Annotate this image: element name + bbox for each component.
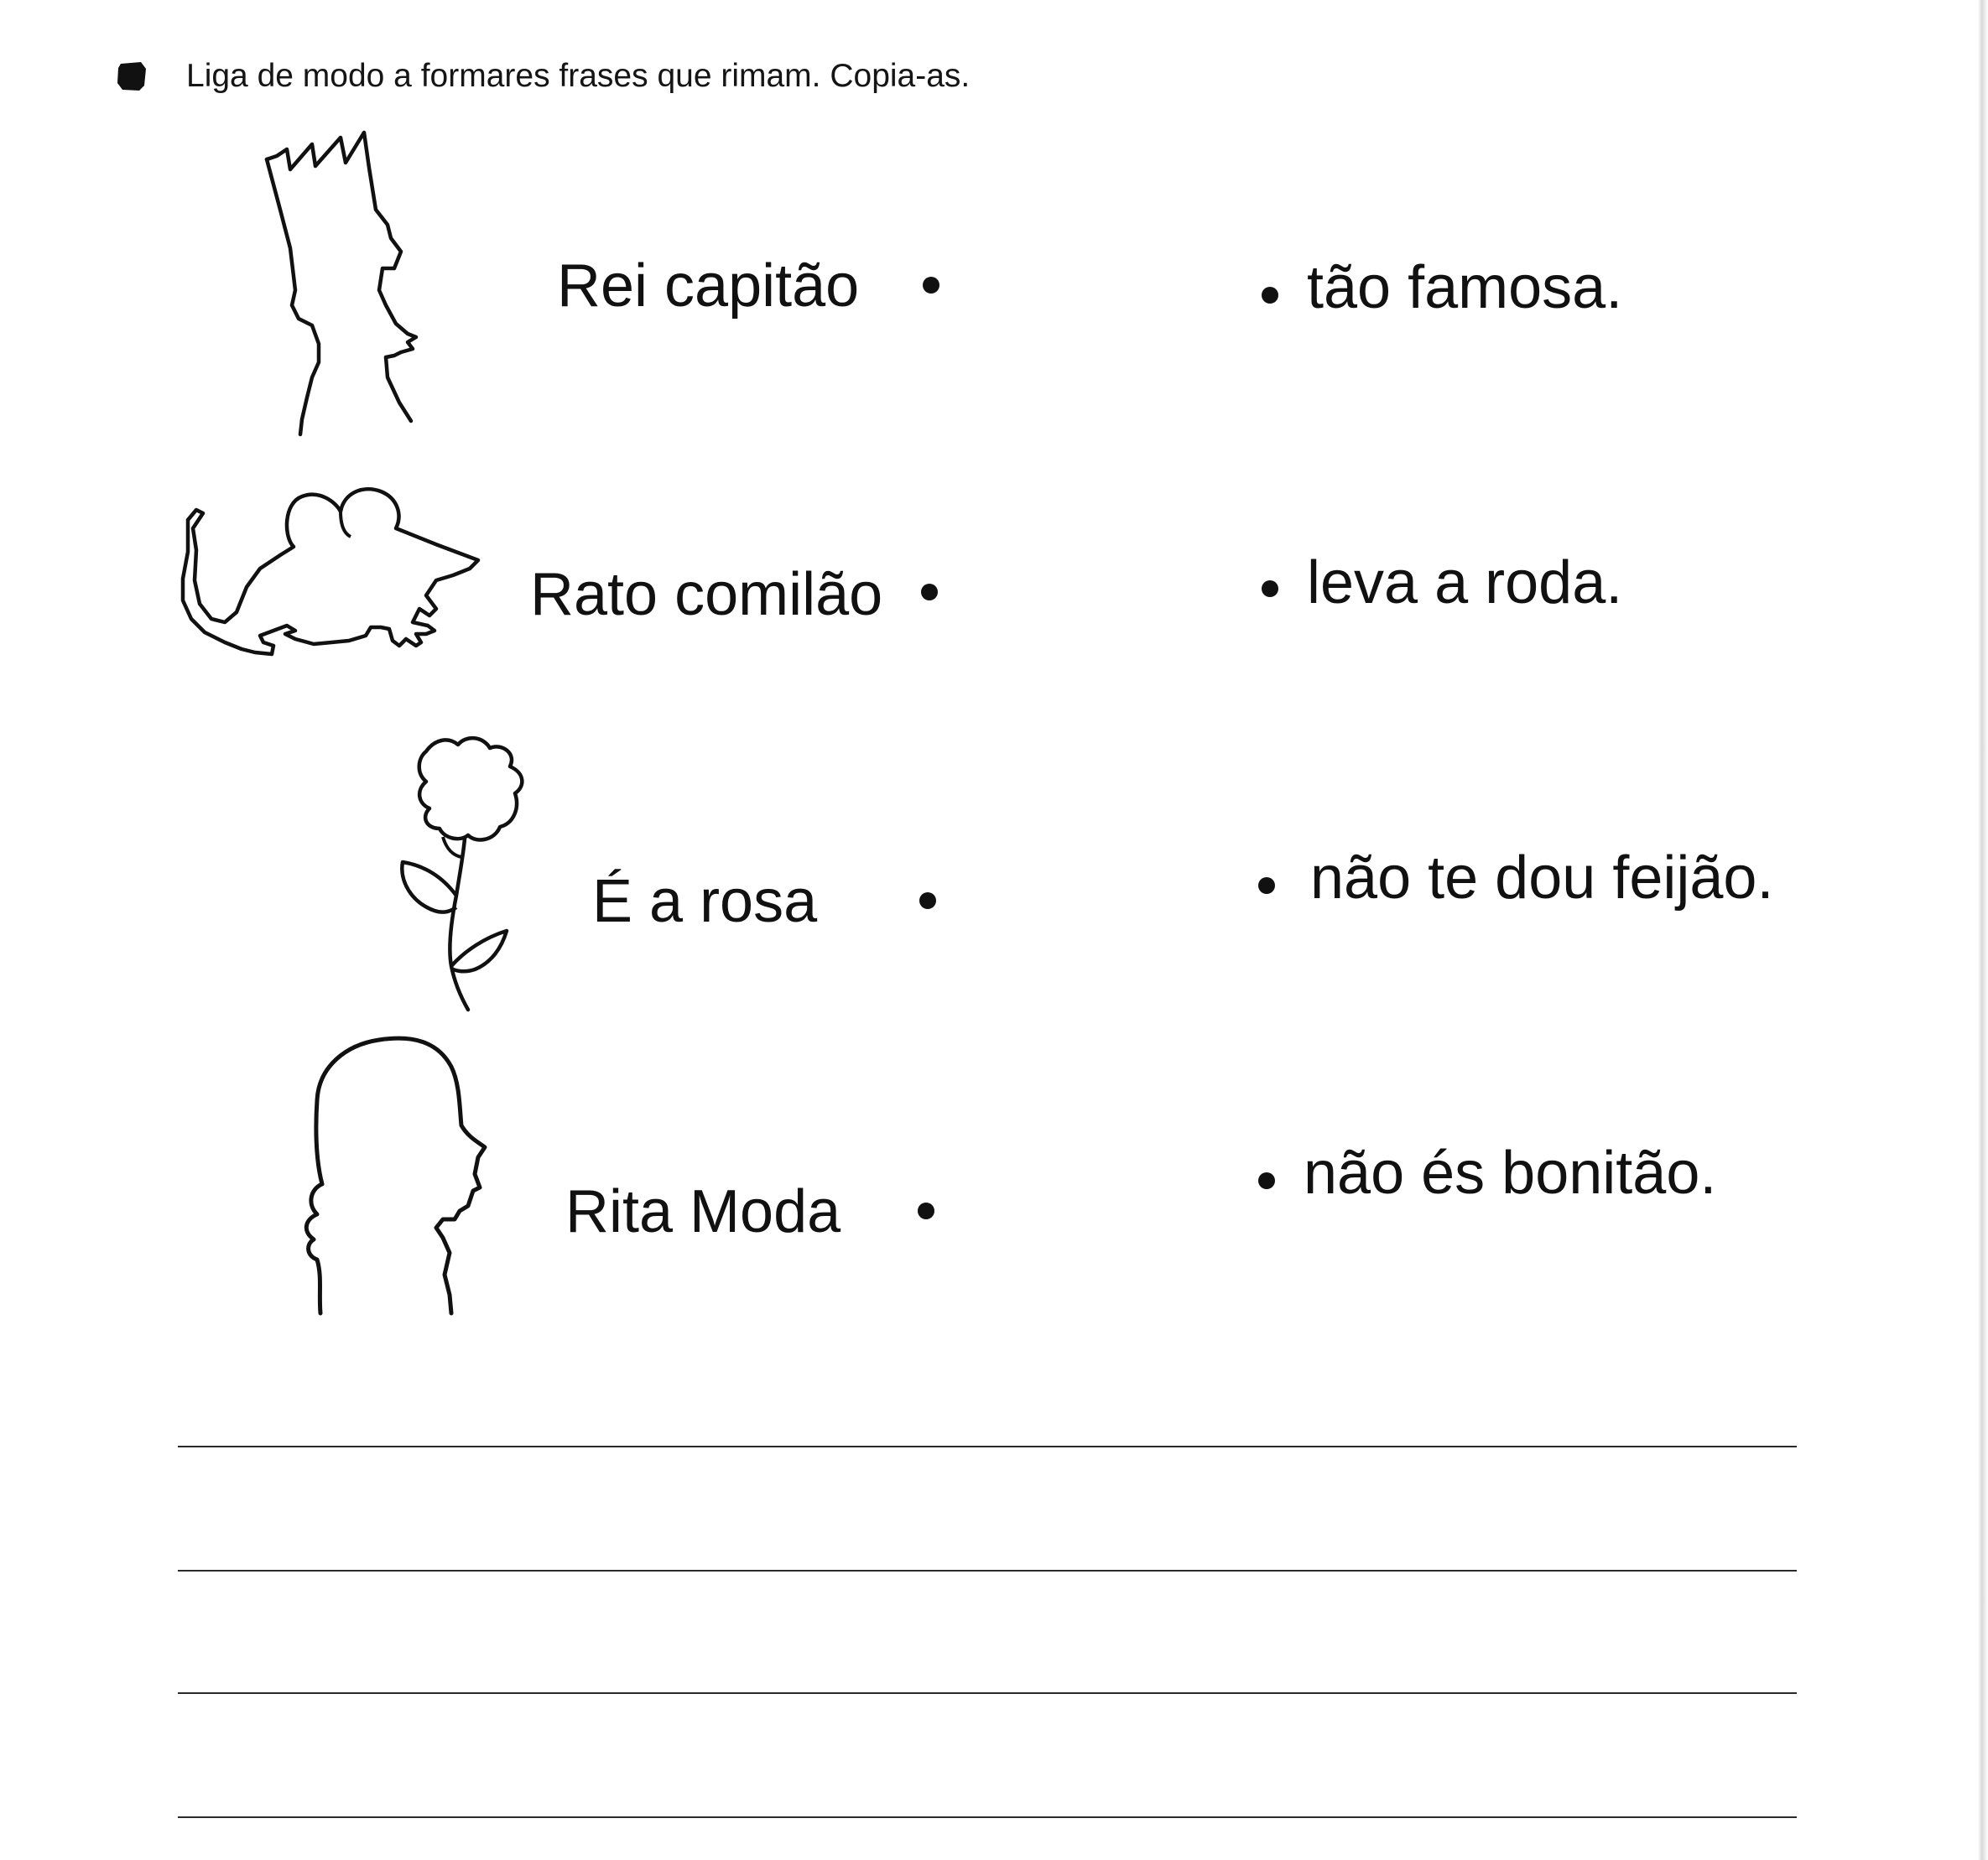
instruction-bullet-icon [116,60,148,92]
right-phrase-nao-es-bonitao: não és bonitão. [1304,1140,1717,1207]
right-phrase-nao-te-dou-feijao: não te dou feijão. [1310,844,1774,912]
left-connect-dot[interactable] [921,584,938,600]
rose-silhouette-icon [384,731,535,1013]
girl-profile-silhouette-icon [295,1033,497,1318]
right-phrase-leva-a-roda: leva a roda. [1307,549,1623,616]
left-phrase-rei-capitao: Rei capitão [557,252,860,320]
left-phrase-e-a-rosa: É a rosa [592,868,818,935]
right-connect-dot[interactable] [1262,287,1278,304]
left-connect-dot[interactable] [918,1203,934,1219]
instruction-text: Liga de modo a formares frases que rimam. Copia-as. [186,58,971,94]
answer-line[interactable] [178,1692,1797,1694]
right-connect-dot[interactable] [1258,877,1275,894]
king-silhouette-icon [252,126,495,438]
left-connect-dot[interactable] [919,892,936,909]
left-phrase-rato-comilao: Rato comilão [530,561,883,628]
right-connect-dot[interactable] [1262,580,1278,597]
answer-line[interactable] [178,1816,1797,1818]
answer-line[interactable] [178,1570,1797,1572]
left-connect-dot[interactable] [923,277,939,294]
left-phrase-rita-moda: Rita Moda [565,1178,841,1245]
right-connect-dot[interactable] [1258,1172,1275,1189]
answer-line[interactable] [178,1446,1797,1447]
right-phrase-tao-famosa: tão famosa. [1307,254,1623,321]
mouse-silhouette-icon [176,478,488,673]
scan-edge-shadow [1978,0,1988,1860]
